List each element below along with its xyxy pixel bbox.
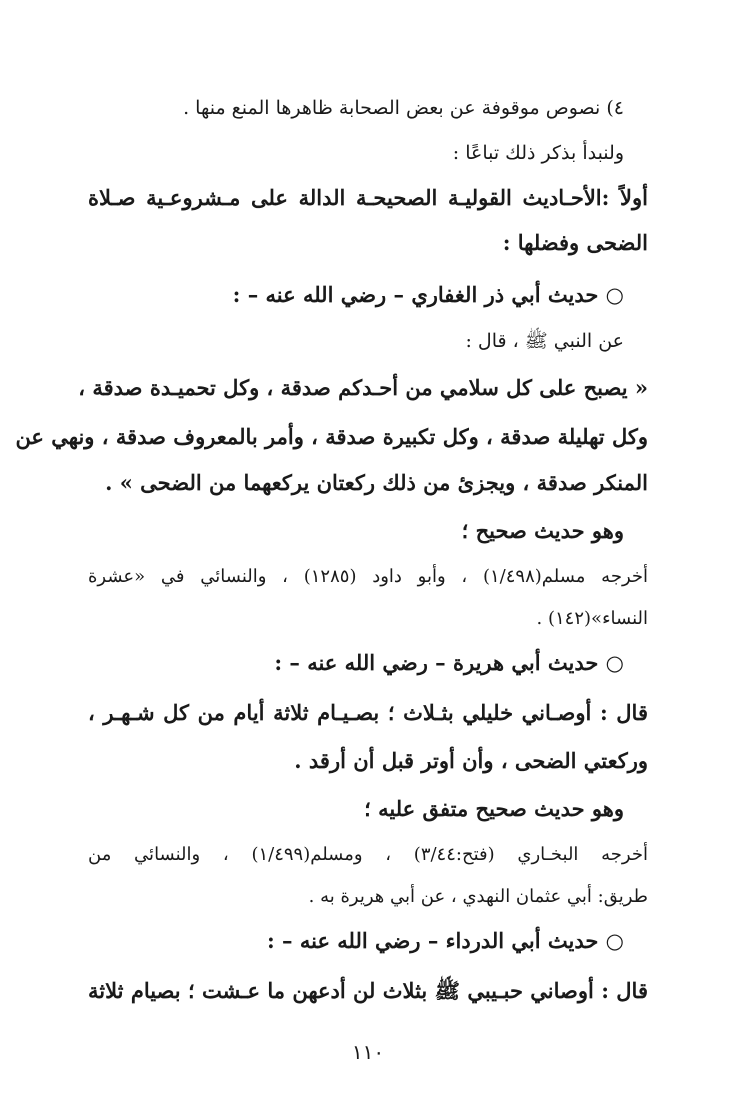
list-item-4: ٤) نصوص موقوفة عن بعض الصحابة ظاهرها المنع منها . bbox=[183, 97, 624, 119]
takhrij-text: النساء»(١٤٢) . bbox=[536, 608, 648, 629]
hadith-text: المنكر صدقة ، ويجزئ من ذلك ركعتان يركعهما من الضحى » . bbox=[105, 470, 648, 495]
takhrij-text: أخرجه البخـاري (فتح:٣/٤٤) ، ومسلم(١/٤٩٩) ، والنسائي من bbox=[88, 844, 648, 865]
section-heading-cont: الضحى وفضلها : bbox=[502, 230, 648, 255]
hadith-title-abu-hurayra: ○ حديث أبي هريرة – رضي الله عنه – : bbox=[274, 650, 624, 675]
hadith-title-abu-dharr: ○ حديث أبي ذر الغفاري – رضي الله عنه – : bbox=[232, 282, 624, 307]
takhrij-text: أخرجه مسلم(١/٤٩٨) ، وأبو داود (١٢٨٥) ، والنسائي في «عشرة bbox=[88, 566, 649, 587]
section-heading: أولاً :الأحـاديث القوليـة الصحيحـة الدالة على مـشروعـية صـلاة bbox=[88, 185, 648, 210]
hadith-grade: وهو حديث صحيح ؛ bbox=[461, 518, 624, 543]
hadith-text: وركعتي الضحى ، وأن أوتر قبل أن أرقد . bbox=[294, 748, 648, 773]
hadith-title-abu-darda: ○ حديث أبي الدرداء – رضي الله عنه – : bbox=[266, 928, 624, 953]
page-number: ١١٠ bbox=[351, 1040, 385, 1064]
hadith-text: « يصبح على كل سلامي من أحـدكم صدقة ، وكل تحميـدة صدقة ، bbox=[78, 375, 648, 400]
intro-line: ولنبدأ بذكر ذلك تباعًا : bbox=[452, 142, 624, 164]
narration-intro: عن النبي ﷺ ، قال : bbox=[465, 330, 624, 352]
takhrij-text: طريق: أبي عثمان النهدي ، عن أبي هريرة به . bbox=[308, 886, 648, 907]
hadith-text: قال : أوصاني حبـيبي ﷺ بثلاث لن أدعهن ما عـشت ؛ بصيام ثلاثة bbox=[88, 978, 648, 1003]
hadith-text: قال : أوصـاني خليلي بثـلاث ؛ بصـيـام ثلاثة أيام من كل شـهـر ، bbox=[88, 700, 648, 725]
hadith-grade: وهو حديث صحيح متفق عليه ؛ bbox=[364, 796, 624, 821]
hadith-text: وكل تهليلة صدقة ، وكل تكبيرة صدقة ، وأمر بالمعروف صدقة ، ونهي عن bbox=[15, 424, 648, 449]
